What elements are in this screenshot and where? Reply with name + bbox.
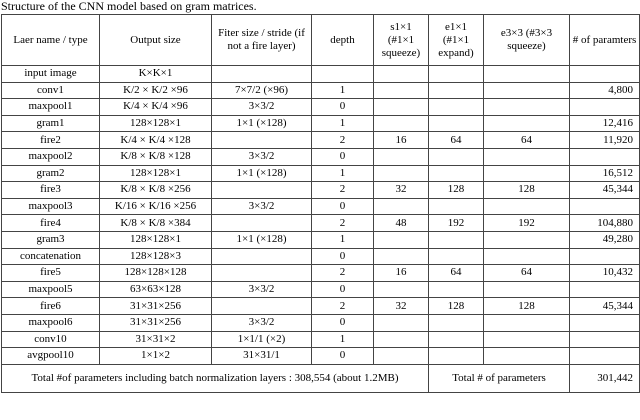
cell-filter-size	[212, 66, 312, 83]
cell-output-size: 31×31×2	[100, 331, 212, 348]
cell-depth: 0	[312, 281, 374, 298]
cell-params	[570, 331, 640, 348]
cell-output-size: 128×128×1	[100, 165, 212, 182]
header-output: Output size	[100, 15, 212, 66]
footer-total-with-bn: Total #of parameters including batch normalization layers : 308,554 (about 1.2MB)	[2, 364, 429, 392]
table-row	[2, 265, 640, 282]
cell-depth: 1	[312, 115, 374, 132]
cell-depth: 1	[312, 331, 374, 348]
cell-params: 49,280	[570, 231, 640, 248]
cell-output-size: K/8 × K/8 ×256	[100, 182, 212, 199]
cell-s1	[374, 281, 429, 298]
cell-s1	[374, 348, 429, 365]
cell-e3: 128	[484, 298, 570, 315]
cell-filter-size: 31×31/1	[212, 348, 312, 365]
table-row	[2, 331, 640, 348]
cell-e3	[484, 148, 570, 165]
cell-e3: 192	[484, 215, 570, 232]
cell-s1: 16	[374, 132, 429, 149]
table-caption: Structure of the CNN model based on gram matrices.	[1, 0, 257, 13]
table-row	[2, 298, 640, 315]
cell-params: 45,344	[570, 298, 640, 315]
cell-params: 4,800	[570, 82, 640, 99]
table-row	[2, 99, 640, 116]
cell-s1	[374, 99, 429, 116]
cell-filter-size: 1×1 (×128)	[212, 165, 312, 182]
cell-s1	[374, 148, 429, 165]
cell-e1: 128	[429, 182, 484, 199]
table-row	[2, 314, 640, 331]
table-body	[2, 66, 640, 365]
cell-output-size: 128×128×1	[100, 115, 212, 132]
cell-e1	[429, 148, 484, 165]
cell-e3	[484, 198, 570, 215]
table-row	[2, 115, 640, 132]
cell-s1: 16	[374, 265, 429, 282]
table-row	[2, 66, 640, 83]
cell-layer-name: fire2	[2, 132, 100, 149]
cell-layer-name: fire6	[2, 298, 100, 315]
table-row	[2, 248, 640, 265]
cell-e1	[429, 198, 484, 215]
cell-layer-name: gram3	[2, 231, 100, 248]
cell-e1	[429, 281, 484, 298]
footer-total-label: Total # of parameters	[429, 364, 570, 392]
cell-layer-name: maxpool1	[2, 99, 100, 116]
cell-params	[570, 198, 640, 215]
cell-params: 11,920	[570, 132, 640, 149]
cell-depth: 0	[312, 148, 374, 165]
header-filter: Fiter size / stride (if not a fire layer)	[212, 15, 312, 66]
header-depth: depth	[312, 15, 374, 66]
cell-s1	[374, 198, 429, 215]
cell-output-size: 31×31×256	[100, 298, 212, 315]
cell-e1: 64	[429, 132, 484, 149]
cell-params	[570, 99, 640, 116]
cell-layer-name: maxpool5	[2, 281, 100, 298]
cell-e1: 128	[429, 298, 484, 315]
cell-params	[570, 314, 640, 331]
cell-e3	[484, 66, 570, 83]
cell-params: 16,512	[570, 165, 640, 182]
cell-depth: 2	[312, 298, 374, 315]
cell-layer-name: input image	[2, 66, 100, 83]
cell-output-size: 128×128×1	[100, 231, 212, 248]
cell-params: 104,880	[570, 215, 640, 232]
cell-layer-name: concatenation	[2, 248, 100, 265]
cell-s1	[374, 66, 429, 83]
cell-e3	[484, 348, 570, 365]
cell-filter-size: 3×3/2	[212, 281, 312, 298]
cell-e1	[429, 115, 484, 132]
table-row	[2, 215, 640, 232]
cell-depth: 0	[312, 314, 374, 331]
cell-filter-size: 3×3/2	[212, 148, 312, 165]
cell-s1	[374, 331, 429, 348]
cell-s1	[374, 115, 429, 132]
cell-layer-name: avgpool10	[2, 348, 100, 365]
cell-output-size: K/8 × K/8 ×128	[100, 148, 212, 165]
cell-filter-size	[212, 182, 312, 199]
cell-output-size: K/8 × K/8 ×384	[100, 215, 212, 232]
header-layer: Laer name / type	[2, 15, 100, 66]
table-row	[2, 348, 640, 365]
cell-depth: 1	[312, 82, 374, 99]
cell-params: 10,432	[570, 265, 640, 282]
cell-e3	[484, 165, 570, 182]
cell-filter-size: 3×3/2	[212, 99, 312, 116]
cell-s1: 48	[374, 215, 429, 232]
cell-layer-name: fire5	[2, 265, 100, 282]
cell-s1	[374, 248, 429, 265]
cell-s1	[374, 82, 429, 99]
cell-depth: 1	[312, 165, 374, 182]
cell-depth: 0	[312, 248, 374, 265]
cell-layer-name: gram2	[2, 165, 100, 182]
cell-e3	[484, 248, 570, 265]
cell-output-size: K/4 × K/4 ×96	[100, 99, 212, 116]
footer-total-value: 301,442	[570, 364, 640, 392]
table-row	[2, 82, 640, 99]
cell-filter-size	[212, 248, 312, 265]
cell-filter-size: 3×3/2	[212, 198, 312, 215]
cell-depth: 0	[312, 348, 374, 365]
cell-layer-name: fire3	[2, 182, 100, 199]
table-row	[2, 281, 640, 298]
cell-params	[570, 281, 640, 298]
cell-filter-size: 3×3/2	[212, 314, 312, 331]
cell-e1	[429, 99, 484, 116]
cell-e3: 64	[484, 132, 570, 149]
cell-depth: 2	[312, 215, 374, 232]
cnn-structure-table	[1, 14, 640, 393]
table-row	[2, 132, 640, 149]
cell-e3	[484, 115, 570, 132]
table-row	[2, 165, 640, 182]
cell-e1	[429, 82, 484, 99]
header-row	[2, 15, 640, 66]
cell-depth: 0	[312, 198, 374, 215]
footer-row	[2, 364, 640, 392]
table-row	[2, 198, 640, 215]
cell-filter-size	[212, 265, 312, 282]
cell-params: 45,344	[570, 182, 640, 199]
cell-filter-size: 1×1 (×128)	[212, 115, 312, 132]
cell-layer-name: gram1	[2, 115, 100, 132]
cell-output-size: K/4 × K/4 ×128	[100, 132, 212, 149]
cell-filter-size: 1×1/1 (×2)	[212, 331, 312, 348]
cell-e3	[484, 281, 570, 298]
cell-output-size: 128×128×128	[100, 265, 212, 282]
cell-output-size: K/2 × K/2 ×96	[100, 82, 212, 99]
cell-params: 12,416	[570, 115, 640, 132]
cell-filter-size: 1×1 (×128)	[212, 231, 312, 248]
cell-output-size: 31×31×256	[100, 314, 212, 331]
cell-e1: 64	[429, 265, 484, 282]
cell-layer-name: maxpool3	[2, 198, 100, 215]
header-e1: e1×1 (#1×1 expand)	[429, 15, 484, 66]
header-params: # of paramters	[570, 15, 640, 66]
cell-output-size: 128×128×3	[100, 248, 212, 265]
cell-params	[570, 248, 640, 265]
cell-e3: 64	[484, 265, 570, 282]
cell-s1: 32	[374, 298, 429, 315]
cell-depth: 2	[312, 182, 374, 199]
cell-e3	[484, 231, 570, 248]
cell-depth	[312, 66, 374, 83]
cell-s1	[374, 314, 429, 331]
cell-s1: 32	[374, 182, 429, 199]
cell-e3	[484, 314, 570, 331]
cell-e3	[484, 82, 570, 99]
cell-depth: 2	[312, 265, 374, 282]
cell-filter-size	[212, 132, 312, 149]
cell-output-size: 1×1×2	[100, 348, 212, 365]
cell-e1: 192	[429, 215, 484, 232]
cell-layer-name: conv10	[2, 331, 100, 348]
cell-layer-name: conv1	[2, 82, 100, 99]
cell-layer-name: maxpool2	[2, 148, 100, 165]
cell-filter-size	[212, 298, 312, 315]
cell-e1	[429, 314, 484, 331]
cell-output-size: 63×63×128	[100, 281, 212, 298]
header-s1: s1×1 (#1×1 squeeze)	[374, 15, 429, 66]
cell-output-size: K/16 × K/16 ×256	[100, 198, 212, 215]
cell-e1	[429, 66, 484, 83]
cell-e1	[429, 331, 484, 348]
cell-depth: 2	[312, 132, 374, 149]
cell-e1	[429, 248, 484, 265]
cell-output-size: K×K×1	[100, 66, 212, 83]
cell-e3	[484, 99, 570, 116]
cell-layer-name: maxpool6	[2, 314, 100, 331]
cell-params	[570, 66, 640, 83]
cell-depth: 0	[312, 99, 374, 116]
cell-params	[570, 148, 640, 165]
cell-e3	[484, 331, 570, 348]
cell-layer-name: fire4	[2, 215, 100, 232]
cell-s1	[374, 165, 429, 182]
cell-depth: 1	[312, 231, 374, 248]
cell-e1	[429, 348, 484, 365]
cell-params	[570, 348, 640, 365]
cell-e3: 128	[484, 182, 570, 199]
header-e3: e3×3 (#3×3 squeeze)	[484, 15, 570, 66]
table-row	[2, 231, 640, 248]
cell-filter-size: 7×7/2 (×96)	[212, 82, 312, 99]
cell-e1	[429, 231, 484, 248]
cell-s1	[374, 231, 429, 248]
table-row	[2, 148, 640, 165]
cell-e1	[429, 165, 484, 182]
table-row	[2, 182, 640, 199]
cell-filter-size	[212, 215, 312, 232]
